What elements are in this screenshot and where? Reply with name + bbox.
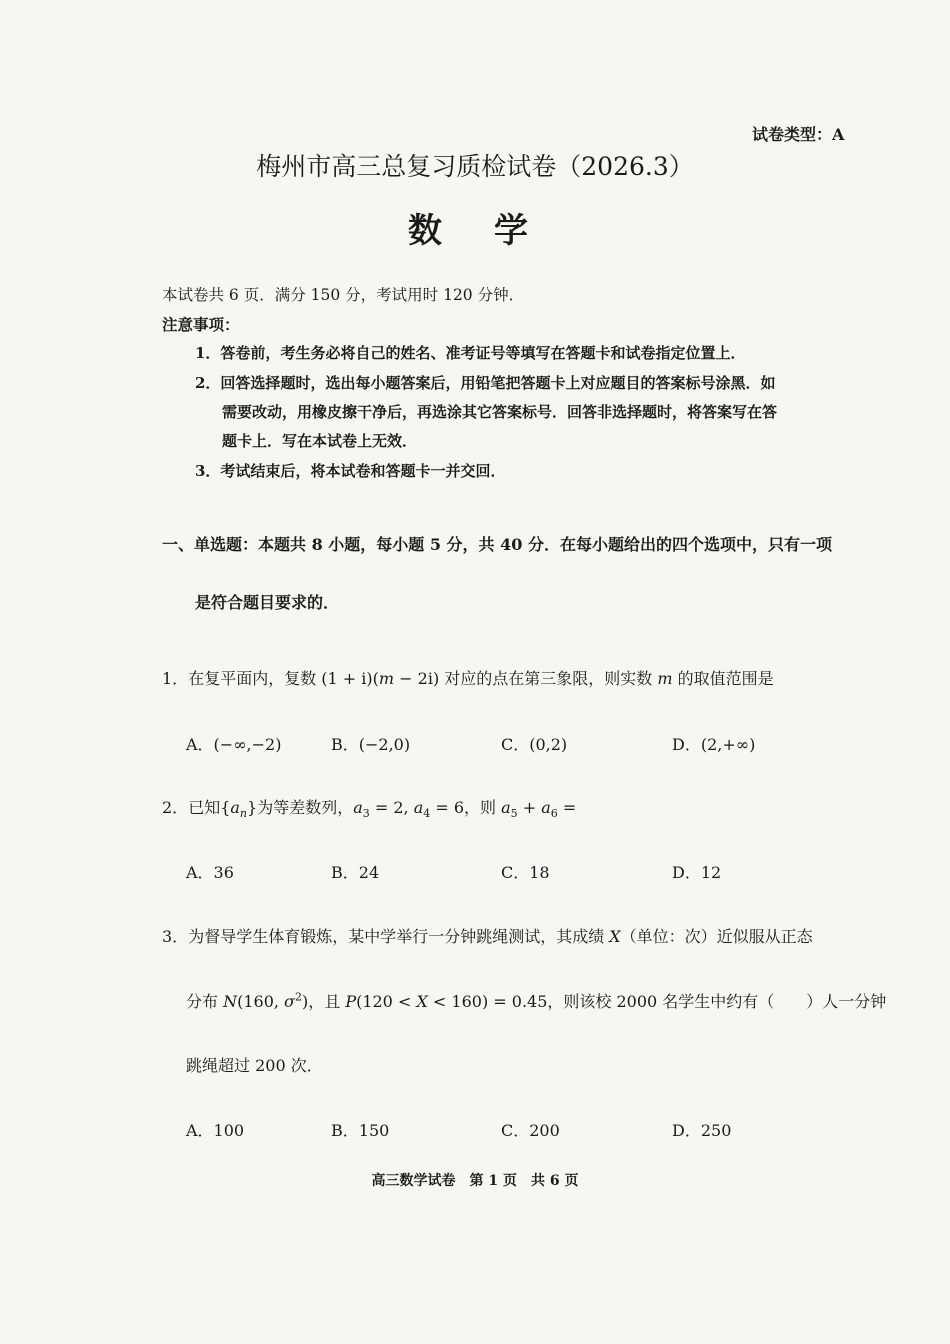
q1-option-d: D．(2,+∞) [672,735,756,754]
note-item-1: 1．答卷前，考生务必将自己的姓名、准考证号等填写在答题卡和试卷指定位置上． [195,344,746,362]
question-number: 1． [162,669,189,688]
note-item-2-cont: 需要改动，用橡皮擦干净后，再选涂其它答案标号．回答非选择题时，将答案写在答 [222,403,778,421]
q3-option-a: A．100 [186,1121,245,1140]
q1-option-c: C．(0,2) [501,735,568,754]
q2-option-b: B．24 [331,863,380,882]
q2-option-d: D．12 [672,863,722,882]
q3-option-c: C．200 [501,1121,560,1140]
paper-type: 试卷类型：A [752,125,845,144]
question-3: 3．为督导学生体育锻炼，某中学举行一分钟跳绳测试，其成绩 X（单位：次）近似服从正态 [162,927,813,946]
question-2: 2．已知$\{a_n\}$为等差数列，$a_3 = 2$, $a_4 = 6$，则 $a_5 + a_6$ = [162,798,577,821]
q1-option-b: B．(−2,0) [331,735,411,754]
subject-title: 数学 [408,211,580,251]
question-number: 3． [162,927,189,946]
exam-intro: 本试卷共 6 页．满分 150 分，考试用时 120 分钟． [162,286,525,304]
question-3-line-2: 分布 N(160, $\sigma^2$)，且 P(120 < X < 160) = 0.45，则该校 2000 名学生中约有（ ）人一分钟 [186,990,887,1011]
q1-option-a: A．(−∞,−2) [186,735,282,754]
page-footer: 高三数学试卷 第 1 页 共 6 页 [371,1173,579,1189]
question-number: 2． [162,798,189,817]
note-item-2-cont2: 题卡上．写在本试卷上无效． [222,432,418,450]
exam-title: 梅州市高三总复习质检试卷（2026.3） [256,152,694,181]
q2-option-a: A．36 [186,863,234,882]
question-3-line-3: 跳绳超过 200 次． [186,1056,323,1075]
q2-option-c: C．18 [501,863,550,882]
section-heading: 一、单选题：本题共 8 小题，每小题 5 分，共 40 分．在每小题给出的四个选项中，只有一项 [162,535,832,554]
q3-option-d: D．250 [672,1121,732,1140]
section-heading-cont: 是符合题目要求的． [195,593,340,612]
q3-option-b: B．150 [331,1121,390,1140]
question-1: 1．在复平面内，复数 (1 + i)(m − 2i) 对应的点在第三象限，则实数 m 的取值范围是 [162,669,774,688]
note-item-2: 2．回答选择题时，选出每小题答案后，用铅笔把答题卡上对应题目的答案标号涂黑．如 [195,374,776,392]
note-item-3: 3．考试结束后，将本试卷和答题卡一并交回． [195,462,506,480]
notes-heading: 注意事项： [162,315,240,334]
